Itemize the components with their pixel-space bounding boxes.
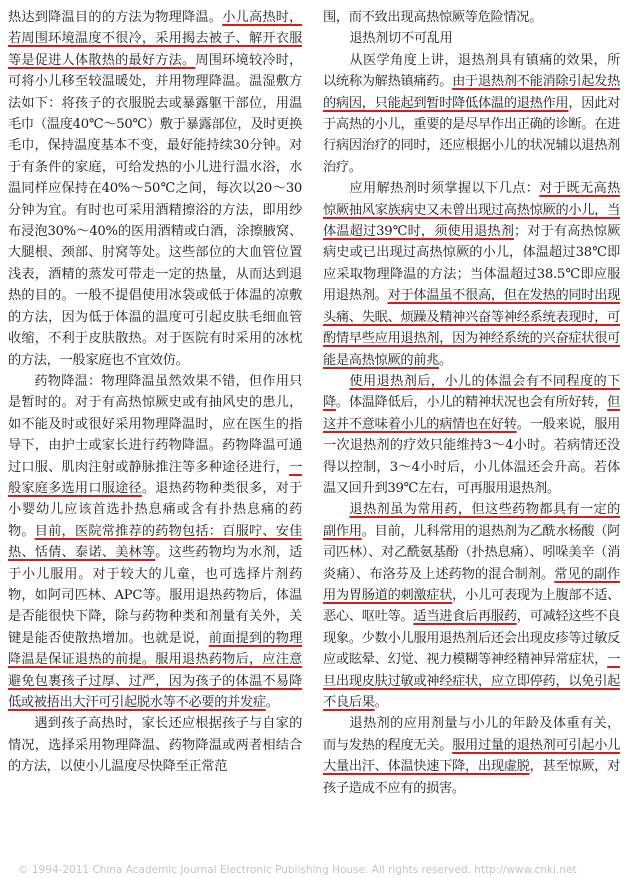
underlined-text-run: 适当进食后再服药 <box>413 609 517 625</box>
right-para-6 <box>323 713 620 799</box>
text-run: ，小儿可表现为上腹部不适、恶心、呕吐等。 <box>323 587 620 625</box>
text-run: 。体温降低后，小儿的精神状况也会有所好转， <box>335 395 608 411</box>
text-run: 遇到孩子高热时，家长还应根据孩子与自家的情况，选择采用物理降温、药物降温或两者相结合的方法，以使小儿温度尽快降至正常范 <box>8 716 302 775</box>
text-run: 。目前，儿科常用的退热剂为乙酰水杨酸（阿司匹林）、对乙酰氨基酚（扑热息痛）、吲哚美辛（消炎痛）、布洛芬及上述药物的混合制剂。 <box>323 523 620 582</box>
right-para-4 <box>323 371 620 499</box>
left-column <box>8 7 302 778</box>
underlined-text-run: 常见的副作用为胃肠道的刺激症状 <box>323 566 621 603</box>
underlined-text-run: 由于退热剂不能消除引起发热的病因，只能起到暂时降低体温的退热作用 <box>323 74 620 111</box>
underlined-text-run: 使用退热剂后，小儿的体温会有不同程度的下降 <box>323 373 620 411</box>
underlined-text-run: 一般家庭多选用口服途径 <box>8 459 302 496</box>
text-run: ，甚至惊厥，对孩子造成不应有的损害。 <box>323 759 620 796</box>
text-run: 从医学角度上讲，退热剂具有镇痛的效果，所以统称为解热镇痛药。 <box>323 52 620 90</box>
underlined-text-run: 对于体温虽不很高，但在发热的同时出现头痛、失眠、烦躁及精神兴奋等神经系统表现时，可酌情早些应用退热剂，因为神经系统的兴奋症状很可能是高热惊厥的前兆 <box>323 288 620 368</box>
text-run: 。 <box>374 695 388 710</box>
underlined-text-run: 目前，医院常推荐的药物包括：百服咛、安佳热、恬倩、泰诺、美林等 <box>8 523 303 561</box>
text-run: 应用解热剂时须掌握以下几点： <box>349 181 540 197</box>
text-run: 药物降温：物理降温虽然效果不错，但作用只是暂时的。对于有高热惊厥史或有抽风史的患儿，如不能及时或很好采用物理降温时，应在医生的指导下，由护士或家长进行药物降温。药物降温可通过口服、肌肉注射或静脉推注等多种途径进行， <box>8 373 302 475</box>
underlined-text-run: 前面提到的物理降温是保证退热的前提。服用退热药物后，应注意避免包裹孩子过厚、过严，因为孩子的体温不易降低或被捂出大汗可引起脱水等不必要的并发症 <box>8 630 302 710</box>
left-para-1 <box>8 7 302 371</box>
text-run: 。退热药物种类很多，对于小婴幼儿应该首选扑热息痛或含有扑热息痛的药物。 <box>8 480 302 539</box>
text-run: 。一般来说，服用一次退热剂的疗效只能维持3～4小时。若病情还没得以控制，3～4小时后，小儿体温还会升高。若体温又回升到39℃左右，可再服用退热剂。 <box>323 416 621 496</box>
text-run: 退热剂的应用剂量与小儿的年龄及体重有关，而与发热的程度无关。 <box>323 716 620 753</box>
underlined-text-run: 但这并不意味着小儿的病情也在好转 <box>323 395 621 432</box>
text-run: 围，而不致出现高热惊厥等危险情况。 <box>323 10 543 25</box>
underlined-text-run: 退热剂虽为常用药，但这些药物都具有一定的副作用 <box>323 502 620 539</box>
underlined-text-run: 小儿高热时，若周围环境温度不很冷，采用揭去被子、解开衣服等是促进人体散热的最好方法。 <box>8 10 303 68</box>
right-para-1 <box>323 7 620 28</box>
left-para-2 <box>8 371 302 714</box>
text-run: 。 <box>439 352 452 368</box>
text-run: ；对于有高热惊厥病史或已出现过高热惊厥的小儿，体温超过38℃即应采取物理降温的方法；当体温超过38.5℃即应服用退热剂。 <box>323 224 620 304</box>
right-para-2 <box>323 50 620 178</box>
section-heading: 退热剂切不可乱用 <box>349 31 453 47</box>
text-run: 。这些药物均为水剂，适于小儿服用。对于较大的儿童，也可选择片剂药物，如阿司匹林、APC等。服用退热药物后，体温是否能很快下降，除与药物种类和剂量有关外，关键是能否使散热增加。也就是说， <box>8 545 302 646</box>
text-run: 周围环境较冷时，可将小儿移至较温暖处，并用物理降温。温湿敷方法如下：将孩子的衣服脱去或暴露躯干部位，用温毛巾（温度40℃～50℃）敷于暴露部位，及时更换毛巾，保持温度基本不变，最好能持续30分钟。对于有条件的家庭，可给发热的小儿进行温水浴，水温同样应保持在40%～50℃之间，每次以20～30分钟为宜。有时也可采用酒精擦浴的方法，即用纱布浸泡30%～40%的医用酒精或白酒，涂擦腋窝、大腿根、颈部、肘窝等处。这些部位的大血管位置浅表，酒精的蒸发可带走一定的热量，从而达到退热的目的。一般不提倡使用冰袋或低于体温的凉敷的方法，因为低于体温的温度可引起皮肤毛细血管收缩，不利于皮肤散热。对于医院有时采用的冰枕的方法，一般家庭也不宜效仿。 <box>8 52 302 368</box>
copyright-footer: © 1994-2011 China Academic Journal Electronic Publishing House. All rights reserved. http://www.cnki.net <box>18 864 577 876</box>
text-run: 热达到降温目的的方法为物理降温。 <box>8 10 223 25</box>
underlined-text-run: 对于既无高热惊厥抽风家族病史又未曾出现过高热惊厥的小儿，当体温超过39℃时，须使用退热剂 <box>323 181 620 240</box>
underlined-text-run: 一旦出现皮肤过敏或神经症状，应立即停药，以免引起不良后果 <box>323 652 620 710</box>
text-run: 。 <box>265 695 279 710</box>
right-column <box>323 7 620 799</box>
underlined-text-run: 服用过量的退热剂可引起小儿大量出汗、体温快速下降，出现虚脱 <box>323 737 620 775</box>
text-run: ，可减轻这些不良现象。少数小儿服用退热剂后还会出现皮疹等过敏反应或眩晕、幻觉、视力模糊等神经精神异常症状， <box>323 609 620 668</box>
left-para-3 <box>8 713 302 777</box>
right-para-3 <box>323 178 620 371</box>
right-para-5 <box>323 499 620 713</box>
text-run: ，因此对于高热的小儿，重要的是尽早作出正确的诊断。在进行病因治疗的同时，还应根据小儿的状况辅以退热剂治疗。 <box>323 95 620 175</box>
